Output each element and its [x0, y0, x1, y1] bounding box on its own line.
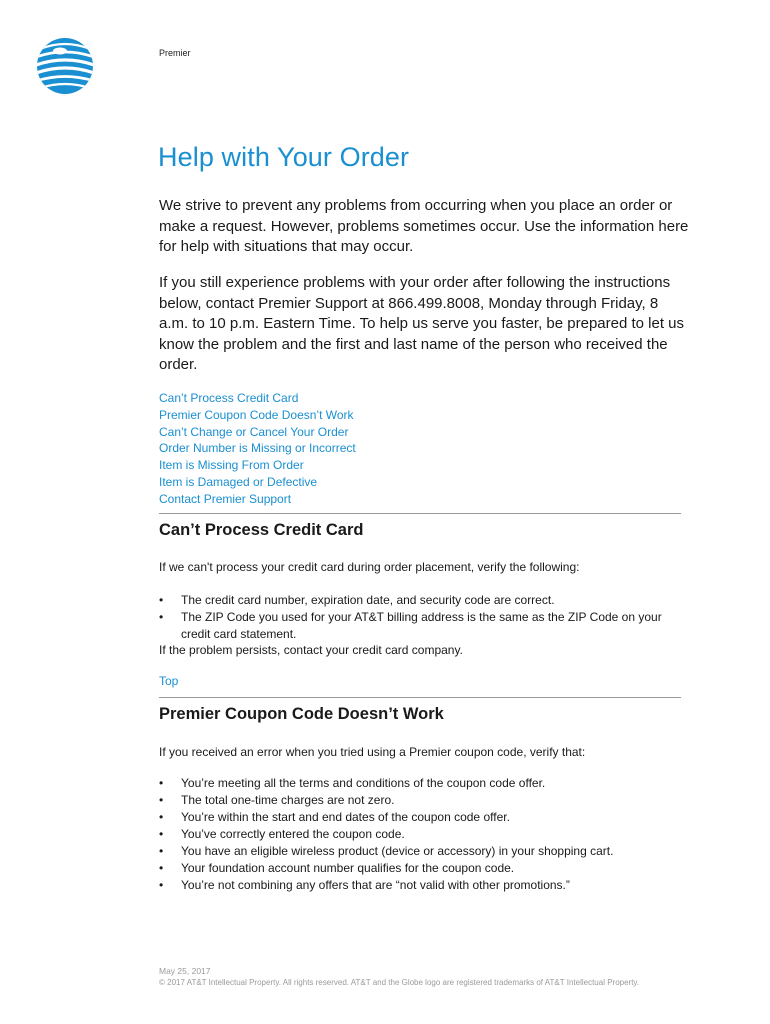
section-outro-credit-card: If the problem persists, contact your credit card company.	[159, 643, 463, 657]
toc-link-item-damaged[interactable]: Item is Damaged or Defective	[159, 474, 318, 489]
toc-item	[159, 407, 356, 424]
list-item: • The credit card number, expiration date, and security code are correct.	[159, 592, 669, 609]
list-item: • You’re meeting all the terms and conditions of the coupon code offer.	[159, 775, 669, 792]
section-divider	[159, 697, 681, 698]
table-of-contents	[159, 390, 356, 508]
toc-link-contact-support[interactable]: Contact Premier Support	[159, 491, 292, 506]
support-paragraph: If you still experience problems with your order after following the instructions below, contact Premier Support at 866.499.8008, Monday through Friday, 8 a.m. to 10 p.m. Eastern Time. To help us serve you faster, be prepared to let us know the problem and the first and last name of the person who received the order.	[159, 274, 684, 373]
list-item: • You have an eligible wireless product (device or accessory) in your shopping cart.	[159, 843, 669, 860]
list-item: • The total one-time charges are not zero.	[159, 792, 669, 809]
toc-link-order-number[interactable]: Order Number is Missing or Incorrect	[159, 441, 356, 456]
section-title-coupon-code: Premier Coupon Code Doesn’t Work	[159, 705, 444, 723]
header-label: Premier	[159, 48, 191, 58]
toc-item	[159, 457, 356, 474]
page-title: Help with Your Order	[158, 142, 410, 172]
toc-link-coupon-code[interactable]: Premier Coupon Code Doesn’t Work	[159, 407, 354, 422]
toc-item	[159, 390, 356, 407]
toc-item	[159, 440, 356, 457]
bullet-list-credit-card	[159, 592, 669, 643]
section-divider	[159, 513, 681, 514]
section-intro-credit-card: If we can't process your credit card during order placement, verify the following:	[159, 560, 580, 574]
toc-item	[159, 424, 356, 441]
toc-item	[159, 474, 356, 491]
top-link[interactable]: Top	[159, 674, 179, 688]
att-globe-icon	[36, 37, 94, 95]
list-item: • You’ve correctly entered the coupon code.	[159, 826, 669, 843]
list-item: • You’re not combining any offers that are “not valid with other promotions.”	[159, 877, 669, 894]
list-item: • You’re within the start and end dates of the coupon code offer.	[159, 809, 669, 826]
intro-paragraph: We strive to prevent any problems from occurring when you place an order or make a request. However, problems sometimes occur. Use the information here for help with situations that may occur.	[159, 197, 689, 255]
list-item: • The ZIP Code you used for your AT&T billing address is the same as the ZIP Code on your credit card statement.	[159, 609, 669, 643]
toc-link-credit-card[interactable]: Can’t Process Credit Card	[159, 391, 299, 405]
section-title-credit-card: Can’t Process Credit Card	[159, 521, 364, 539]
section-intro-coupon-code: If you received an error when you tried using a Premier coupon code, verify that:	[159, 745, 586, 759]
footer-date: May 25, 2017	[159, 966, 211, 976]
toc-link-item-missing[interactable]: Item is Missing From Order	[159, 458, 304, 473]
footer-copyright: © 2017 AT&T Intellectual Property. All rights reserved. AT&T and the Globe logo are registered trademarks of AT&T Intellectual Property.	[159, 978, 640, 987]
list-item: • Your foundation account number qualifies for the coupon code.	[159, 860, 669, 877]
bullet-list-coupon-code	[159, 775, 669, 894]
toc-item	[159, 491, 356, 508]
toc-link-change-cancel-order[interactable]: Can’t Change or Cancel Your Order	[159, 424, 349, 439]
